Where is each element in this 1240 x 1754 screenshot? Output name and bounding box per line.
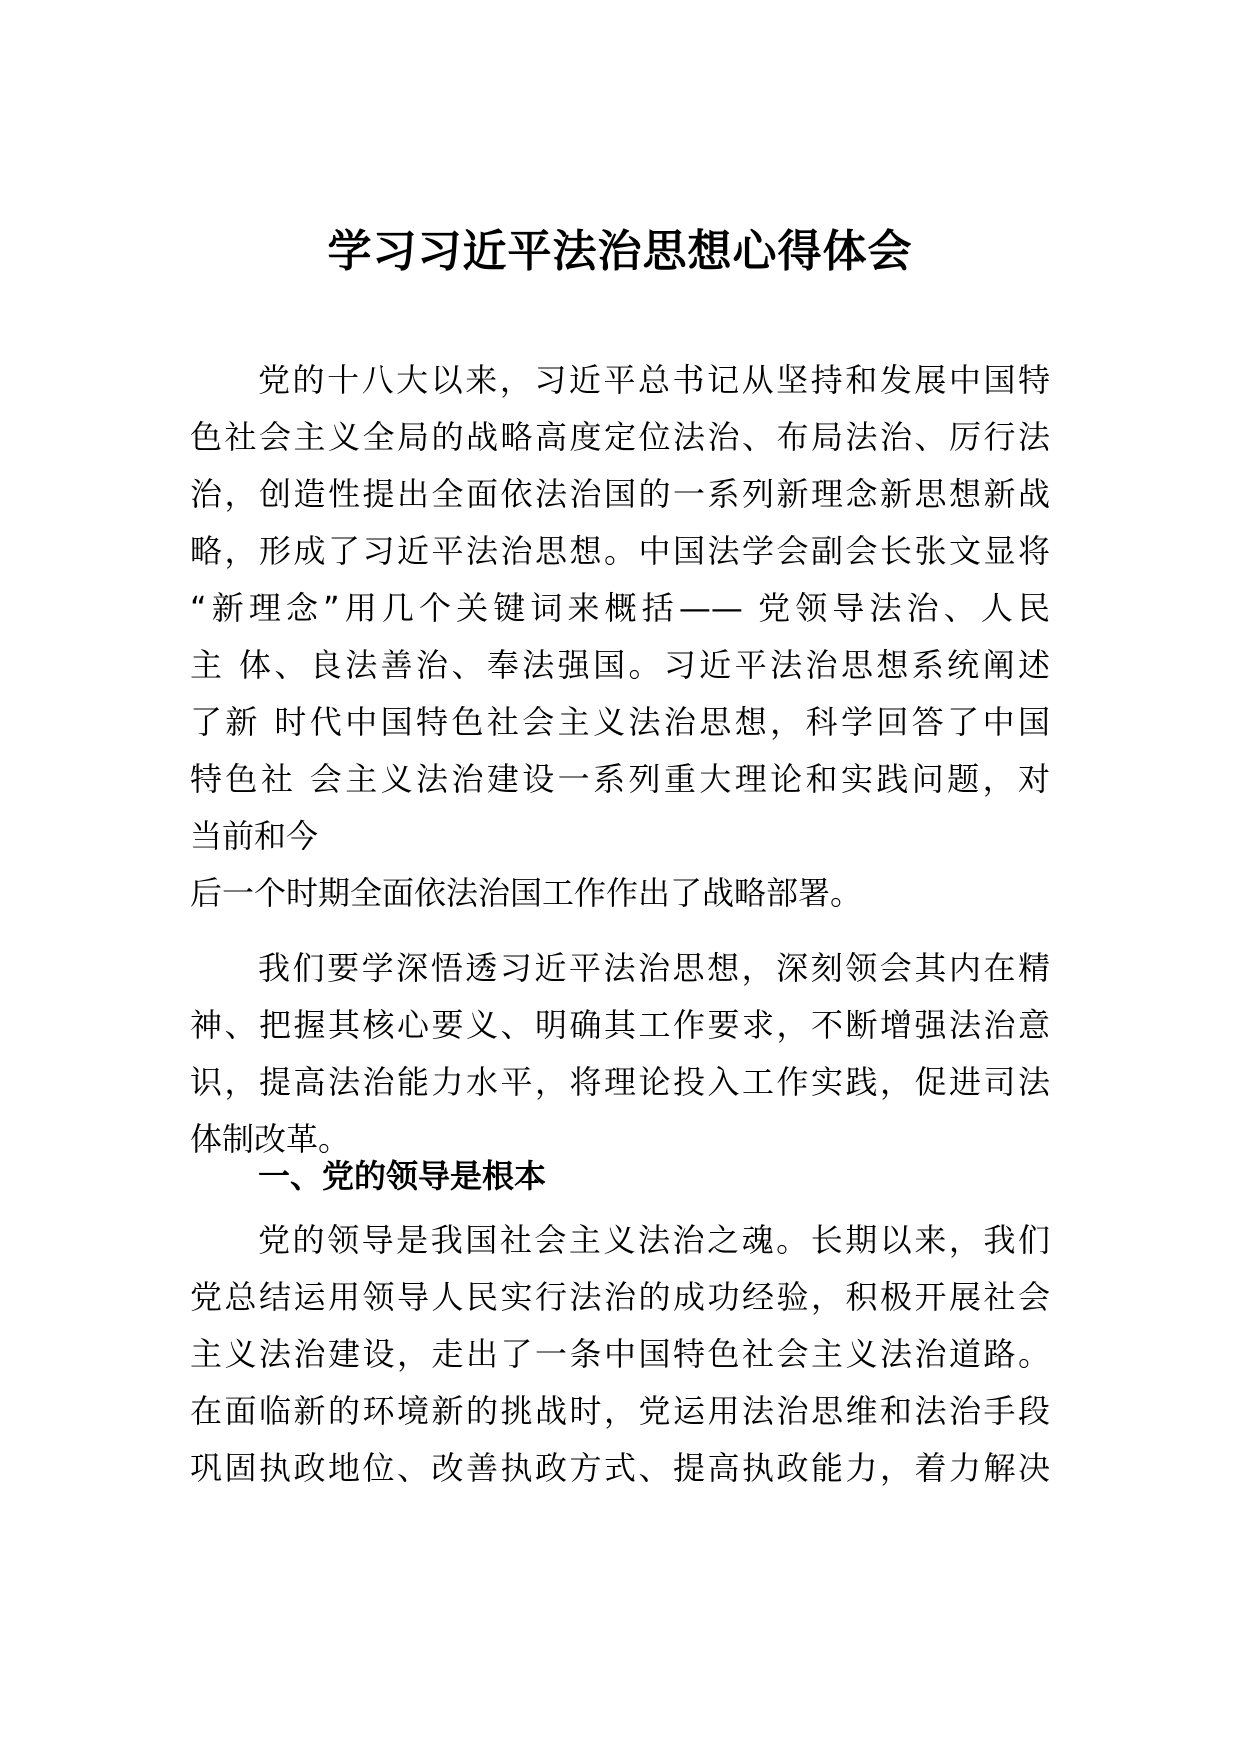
paragraph-line: 识，提高法治能力水平，将理论投入工作实践，促进司法 [190, 1063, 1050, 1101]
paragraph-party-leadership [190, 1212, 1050, 1497]
paragraph-line: 体制改革。 [190, 1120, 351, 1158]
document-title: 学习习近平法治思想心得体会 [327, 226, 913, 277]
paragraph-line: 当前和今 [190, 817, 319, 855]
paragraph-line: 后一个时期全面依法治国工作作出了战略部署。 [190, 874, 863, 912]
paragraph-line: 治，创造性提出全面依法治国的一系列新理念新思想新战 [190, 475, 1050, 513]
paragraph-line: 色社会主义全局的战略高度定位法治、布局法治、厉行法 [190, 418, 1050, 456]
paragraph-line: 神、把握其核心要义、明确其工作要求，不断增强法治意 [190, 1006, 1050, 1044]
section-heading: 一、党的领导是根本 [258, 1157, 547, 1195]
paragraph-line: 在面临新的环境新的挑战时，党运用法治思维和法治手段 [190, 1392, 1050, 1430]
paragraph-line: “新理念”用几个关键词来概括—— 党领导法治、人民 [190, 589, 1050, 627]
paragraph-line: 我们要学深悟透习近平法治思想，深刻领会其内在精 [258, 949, 1050, 987]
paragraph-line: 略，形成了习近平法治思想。中国法学会副会长张文显将 [190, 532, 1050, 570]
paragraph-intro [190, 352, 1050, 922]
paragraph-line: 主义法治建设，走出了一条中国特色社会主义法治道路。 [190, 1335, 1050, 1373]
paragraph-line: 党总结运用领导人民实行法治的成功经验，积极开展社会 [190, 1278, 1050, 1316]
paragraph-line: 党的十八大以来，习近平总书记从坚持和发展中国特 [258, 361, 1050, 399]
paragraph-line: 巩固执政地位、改善执政方式、提高执政能力，着力解决 [190, 1449, 1050, 1487]
paragraph-line: 党的领导是我国社会主义法治之魂。长期以来，我们 [258, 1221, 1050, 1259]
paragraph-line: 特色社 会主义法治建设一系列重大理论和实践问题，对 [190, 760, 1050, 798]
paragraph-line: 了新 时代中国特色社会主义法治思想，科学回答了中国 [190, 703, 1050, 741]
paragraph-line: 主 体、良法善治、奉法强国。习近平法治思想系统阐述 [190, 646, 1050, 684]
paragraph-study [190, 940, 1050, 1168]
